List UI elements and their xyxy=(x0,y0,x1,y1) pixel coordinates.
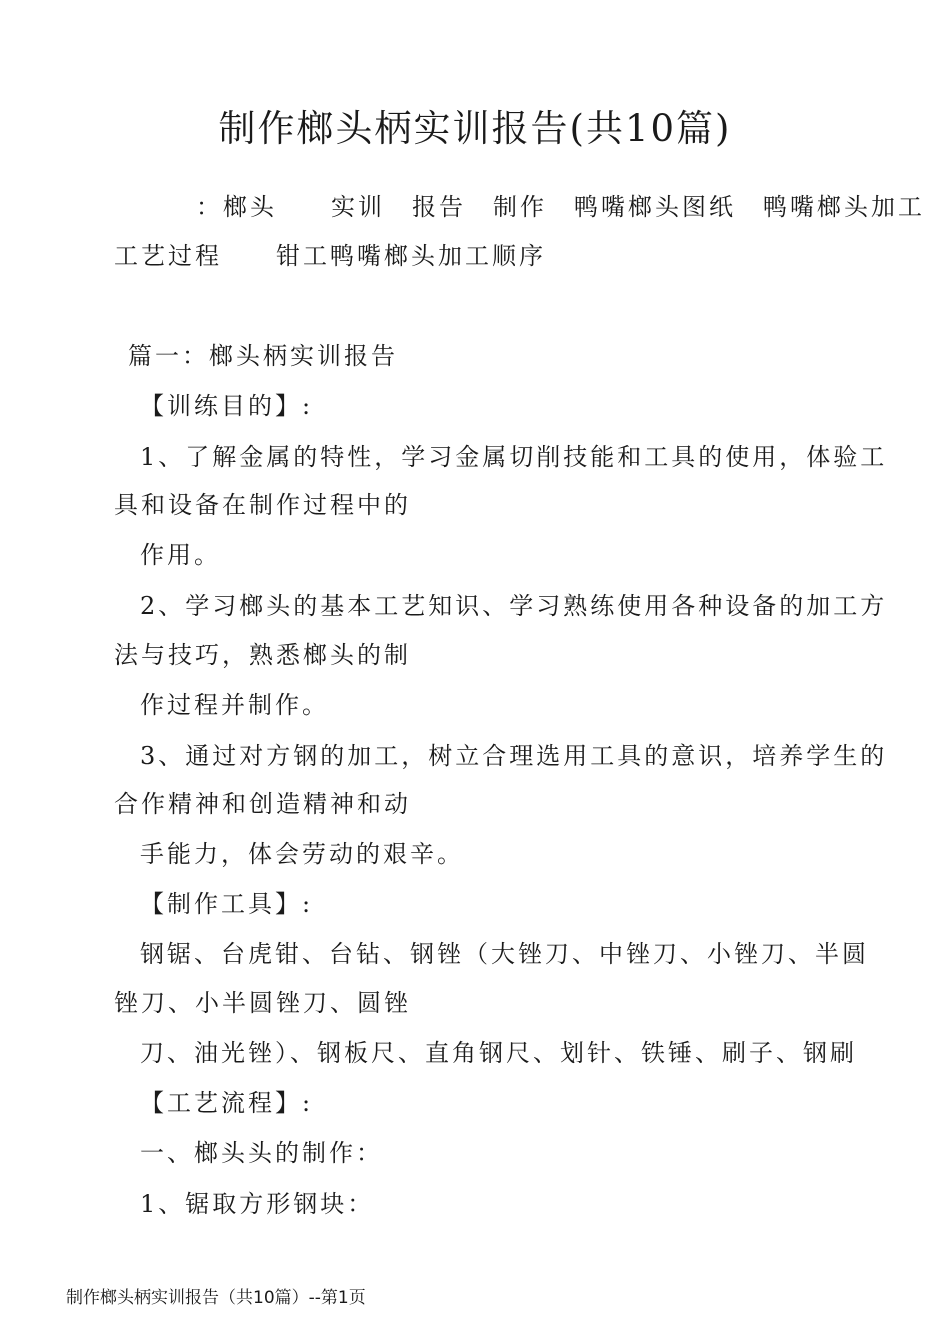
purpose-item-3-line-3: 手能力，体会劳动的艰辛。 xyxy=(140,840,464,868)
tools-line-3: 刀、油光锉）、钢板尺、直角钢尺、划针、铁锤、刷子、钢刷 xyxy=(140,1039,857,1067)
document-title: 制作榔头柄实训报告(共10篇) xyxy=(218,107,732,150)
purpose-item-1-line-3: 作用。 xyxy=(140,541,221,569)
purpose-item-3-line-1: 3、通过对方钢的加工，树立合理选用工具的意识，培养学生的 xyxy=(140,742,888,770)
process-step-1: 一、榔头头的制作： xyxy=(140,1139,383,1167)
purpose-item-2-line-2: 法与技巧，熟悉榔头的制 xyxy=(114,641,411,669)
tools-line-2: 锉刀、小半圆锉刀、圆锉 xyxy=(114,989,411,1017)
keywords-line-2: 工艺过程 钳工鸭嘴榔头加工顺序 xyxy=(114,242,546,270)
tools-heading: 【制作工具】: xyxy=(140,890,314,918)
purpose-item-2-line-3: 作过程并制作。 xyxy=(140,691,329,719)
tools-line-1: 钢锯、台虎钳、台钻、钢锉（大锉刀、中锉刀、小锉刀、半圆 xyxy=(140,940,869,968)
page-footer: 制作榔头柄实训报告（共10篇）--第1页 xyxy=(66,1288,366,1308)
keywords-line-1: ：榔头 实训 报告 制作 鸭嘴榔头图纸 鸭嘴榔头加工 xyxy=(196,193,925,221)
process-substep-1: 1、锯取方形钢块： xyxy=(140,1190,375,1218)
purpose-item-1-line-1: 1、了解金属的特性，学习金属切削技能和工具的使用，体验工 xyxy=(140,443,888,471)
section-heading: 篇一：榔头柄实训报告 xyxy=(128,342,398,370)
purpose-heading: 【训练目的】: xyxy=(140,392,314,420)
purpose-item-3-line-2: 合作精神和创造精神和动 xyxy=(114,790,411,818)
purpose-item-2-line-1: 2、学习榔头的基本工艺知识、学习熟练使用各种设备的加工方 xyxy=(140,592,888,620)
process-heading: 【工艺流程】: xyxy=(140,1089,314,1117)
purpose-item-1-line-2: 具和设备在制作过程中的 xyxy=(114,491,411,519)
